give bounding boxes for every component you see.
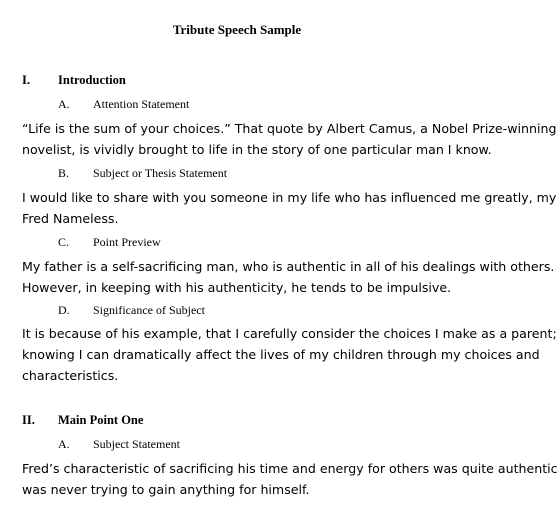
paragraph-line: My father is a self-sacrificing man, who is authentic in all of his dealings with others.: [22, 259, 555, 274]
paragraph-line: knowing I can dramatically affect the lives of my children through my choices and: [22, 347, 540, 362]
subsection-label: Significance of Subject: [93, 303, 205, 317]
subsection-letter: D.: [58, 303, 70, 317]
paragraph: [22, 187, 557, 229]
paragraph-line: However, in keeping with his authenticity, he tends to be impulsive.: [22, 280, 452, 295]
paragraph: [22, 118, 557, 160]
section-heading: Main Point One: [58, 413, 144, 427]
subsection-letter: A.: [58, 97, 70, 111]
section-numeral: II.: [22, 413, 35, 427]
document-title: Tribute Speech Sample: [172, 22, 302, 37]
subsection-letter: A.: [58, 437, 70, 451]
paragraph-line: It is because of his example, that I carefully consider the choices I make as a parent;: [22, 326, 557, 341]
paragraph-line: novelist, is vividly brought to life in the story of one particular man I know.: [22, 142, 492, 157]
paragraph: [22, 458, 558, 500]
subsection-label: Subject Statement: [93, 437, 180, 451]
paragraph-line: characteristics.: [22, 368, 119, 383]
paragraph-line: “Life is the sum of your choices.” That quote by Albert Camus, a Nobel Prize-winning: [22, 121, 557, 136]
subsection-letter: C.: [58, 235, 70, 249]
paragraph-line: I would like to share with you someone in my life who has influenced me greatly, my: [22, 190, 557, 205]
subsection-letter: B.: [58, 166, 70, 180]
subsection-label: Subject or Thesis Statement: [93, 166, 228, 180]
subsection-label: Attention Statement: [93, 97, 190, 111]
paragraph-line: Fred Nameless.: [22, 211, 119, 226]
paragraph-line: was never trying to gain anything for himself.: [22, 482, 310, 497]
paragraph: [22, 256, 555, 298]
subsection-label: Point Preview: [93, 235, 161, 249]
section-heading: Introduction: [58, 73, 126, 87]
paragraph: [22, 323, 557, 386]
section-numeral: I.: [22, 73, 30, 87]
paragraph-line: Fred’s characteristic of sacrificing his time and energy for others was quite authentic: [22, 461, 558, 476]
